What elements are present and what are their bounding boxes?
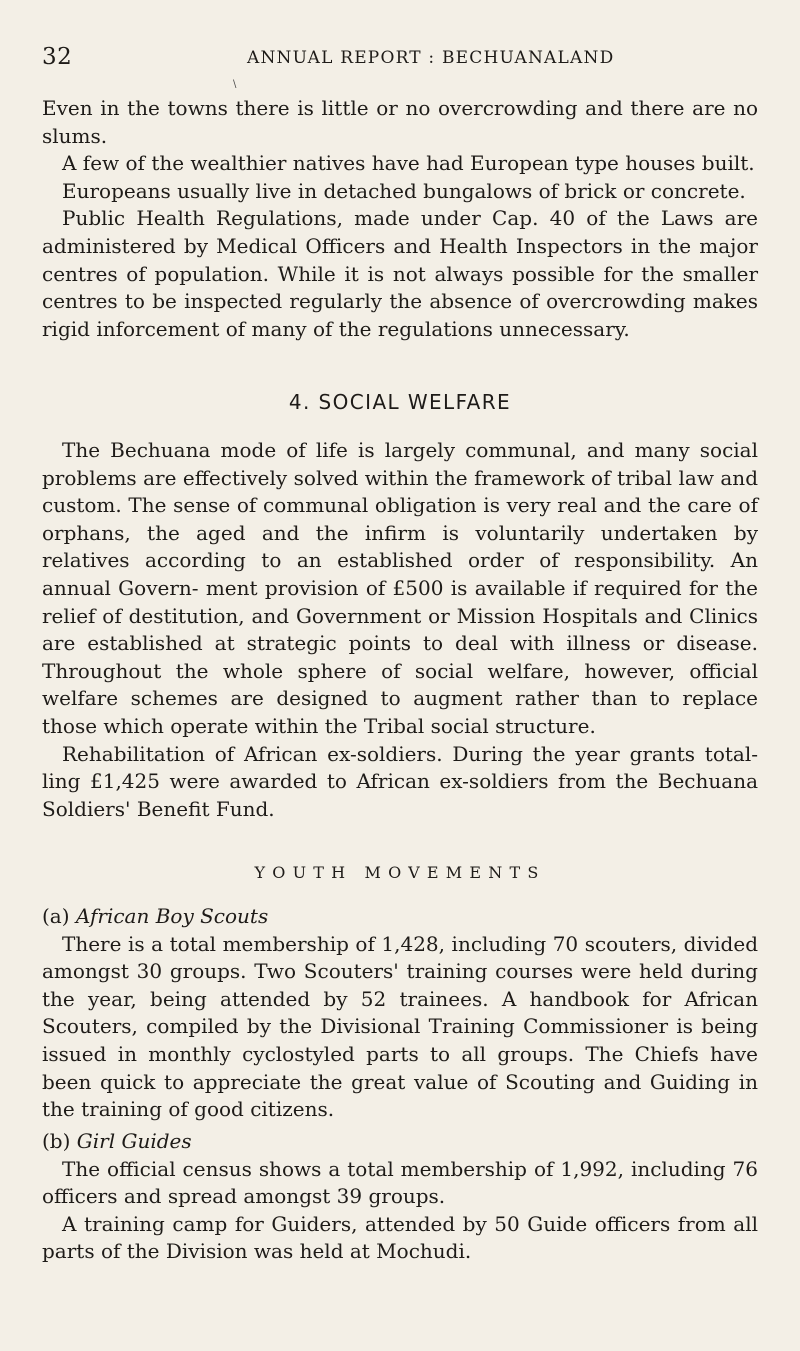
boy-scouts-name: African Boy Scouts bbox=[75, 904, 269, 928]
social-welfare-heading: 4. SOCIAL WELFARE bbox=[288, 390, 512, 414]
intro-paragraph-1: Even in the towns there is little or no overcrowding and there are no slums. bbox=[42, 96, 758, 148]
girl-guides-name: Girl Guides bbox=[76, 1129, 192, 1153]
running-title: ANNUAL REPORT : BECHUANALAND bbox=[247, 48, 615, 68]
boy-scouts-section bbox=[42, 903, 758, 1124]
girl-guides-title bbox=[42, 1128, 758, 1156]
page-number: 32 bbox=[42, 44, 73, 70]
girl-guides-text-1: The official census shows a total membership of 1,992, including 76 officers and spread amongst 39 groups. bbox=[42, 1156, 758, 1209]
intro-section bbox=[42, 95, 758, 343]
intro-paragraph-4: Public Health Regulations, made under Cap. 40 of the Laws are administered by Medical Officers and Health Inspectors in the major centres of population. While it is not always possible for the smaller centres to be inspected regularly the absence of overcrowding makes rigid inforcement of many of the regulations unnecessary. bbox=[42, 206, 758, 341]
social-welfare-section bbox=[42, 437, 758, 823]
stray-mark: \ bbox=[233, 79, 237, 90]
youth-movements-heading: YOUTH MOVEMENTS bbox=[254, 863, 546, 882]
intro-paragraph-2: A few of the wealthier natives have had European type houses built. bbox=[62, 151, 755, 176]
girl-guides-label: (b) bbox=[42, 1129, 71, 1153]
boy-scouts-label: (a) bbox=[42, 904, 70, 928]
page-header bbox=[42, 44, 758, 74]
intro-paragraph-3: Europeans usually live in detached bungalows of brick or concrete. bbox=[62, 178, 746, 203]
social-welfare-paragraph-2: Rehabilitation of African ex-soldiers. During the year grants total- ling £1,425 were awarded to African ex-soldiers from the Bechuana Soldiers' Benefit Fund. bbox=[42, 741, 758, 821]
boy-scouts-title bbox=[42, 903, 758, 931]
boy-scouts-text: There is a total membership of 1,428, including 70 scouters, divided amongst 30 groups. Two Scouters' training courses were held during the year, being attended by 52 trainees. A handbook for African Scouters, compiled by the Divisional Training Commissioner is being issued in monthly cyclostyled parts to all groups. The Chiefs have been quick to appreciate the great value of Scouting and Guiding in the training of good citizens. bbox=[42, 931, 758, 1122]
girl-guides-section bbox=[42, 1128, 758, 1266]
social-welfare-paragraph-1: The Bechuana mode of life is largely communal, and many social problems are effectively solved within the framework of tribal law and custom. The sense of communal obligation is very real and the care of orphans, the aged and the infirm is voluntarily undertaken by relatives according to an established order of responsibility. An annual Govern- ment provision of £500 is available if required for the relief of destitution, and Government or Mission Hospitals and Clinics are established at strategic points to deal with illness or disease. Throughout the whole sphere of social welfare, however, official welfare schemes are designed to augment rather than to replace those which operate within the Tribal social structure. bbox=[42, 438, 758, 738]
girl-guides-text-2: A training camp for Guiders, attended by 50 Guide officers from all parts of the Division was held at Mochudi. bbox=[42, 1211, 758, 1264]
